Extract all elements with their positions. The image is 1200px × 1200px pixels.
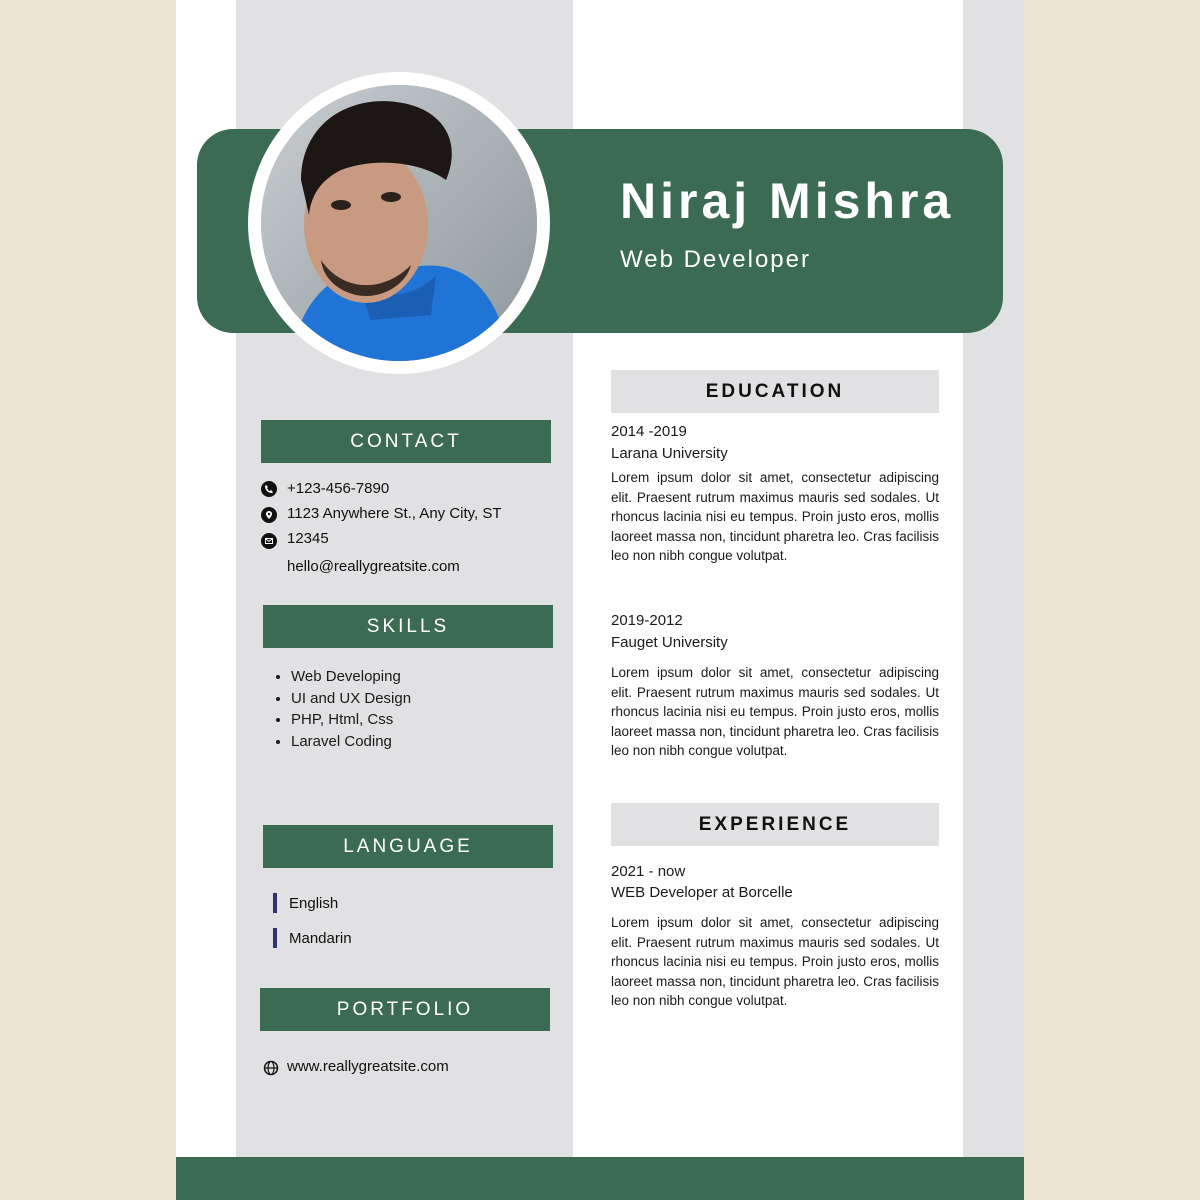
education-school: Fauget University bbox=[611, 634, 728, 651]
contact-heading bbox=[261, 420, 551, 463]
location-pin-icon bbox=[261, 507, 277, 523]
skill-item: • Laravel Coding bbox=[291, 731, 411, 753]
experience-years: 2021 - now bbox=[611, 863, 686, 880]
portfolio-heading bbox=[260, 988, 550, 1031]
contact-address-line1: 1123 Anywhere St., Any City, ST bbox=[287, 505, 502, 522]
candidate-role: Web Developer bbox=[620, 246, 811, 273]
language-item: English bbox=[289, 895, 339, 912]
profile-photo bbox=[261, 85, 537, 361]
education-description: Lorem ipsum dolor sit amet, consectetur adipiscing elit. Praesent rutrum maximus mauris sed sodales. Ut rhoncus lacinia nisi eu tempus. Proin justo eros, mollis laoreet massa non, tincidunt pharetra leo. Cras facilisis leo non nibh congue volutpat. bbox=[611, 470, 939, 563]
language-item: Mandarin bbox=[289, 930, 352, 947]
phone-icon bbox=[261, 481, 277, 497]
skills-heading bbox=[263, 605, 553, 648]
contact-heading-label: CONTACT bbox=[350, 430, 462, 452]
candidate-name: Niraj Mishra bbox=[620, 173, 955, 229]
education-years: 2014 -2019 bbox=[611, 423, 687, 440]
portfolio-link[interactable]: www.reallygreatsite.com bbox=[287, 1058, 449, 1075]
portfolio-heading-label: PORTFOLIO bbox=[336, 998, 474, 1020]
education-description: Lorem ipsum dolor sit amet, consectetur adipiscing elit. Praesent rutrum maximus mauris sed sodales. Ut rhoncus lacinia nisi eu tempus. Proin justo eros, mollis laoreet massa non, tincidunt pharetra leo. Cras facilisis leo non nibh congue volutpat. bbox=[611, 665, 939, 758]
education-heading: EDUCATION bbox=[611, 370, 939, 413]
skills-list bbox=[273, 666, 411, 752]
language-heading-label: LANGUAGE bbox=[343, 835, 473, 857]
experience-heading: EXPERIENCE bbox=[611, 803, 939, 846]
language-heading bbox=[263, 825, 553, 868]
experience-description: Lorem ipsum dolor sit amet, consectetur adipiscing elit. Praesent rutrum maximus mauris sed sodales. Ut rhoncus lacinia nisi eu tempus. Proin justo eros, mollis laoreet massa non, tincidunt pharetra leo. Cras facilisis leo non nibh congue volutpat. bbox=[611, 915, 939, 1008]
contact-phone: +123-456-7890 bbox=[287, 480, 390, 497]
skill-item: • PHP, Html, Css bbox=[291, 709, 411, 731]
mail-icon bbox=[261, 533, 277, 549]
education-school: Larana University bbox=[611, 445, 728, 462]
skills-heading-label: SKILLS bbox=[366, 615, 450, 637]
language-marker bbox=[273, 928, 277, 948]
skill-item: • UI and UX Design bbox=[291, 688, 411, 710]
footer-bar bbox=[176, 1157, 1024, 1200]
language-marker bbox=[273, 893, 277, 913]
contact-address-line2: 12345 bbox=[287, 530, 329, 547]
experience-position: WEB Developer at Borcelle bbox=[611, 884, 793, 901]
skill-item: • Web Developing bbox=[291, 666, 411, 688]
education-years: 2019-2012 bbox=[611, 612, 683, 629]
contact-email[interactable]: hello@reallygreatsite.com bbox=[287, 558, 460, 575]
globe-icon bbox=[263, 1060, 279, 1076]
